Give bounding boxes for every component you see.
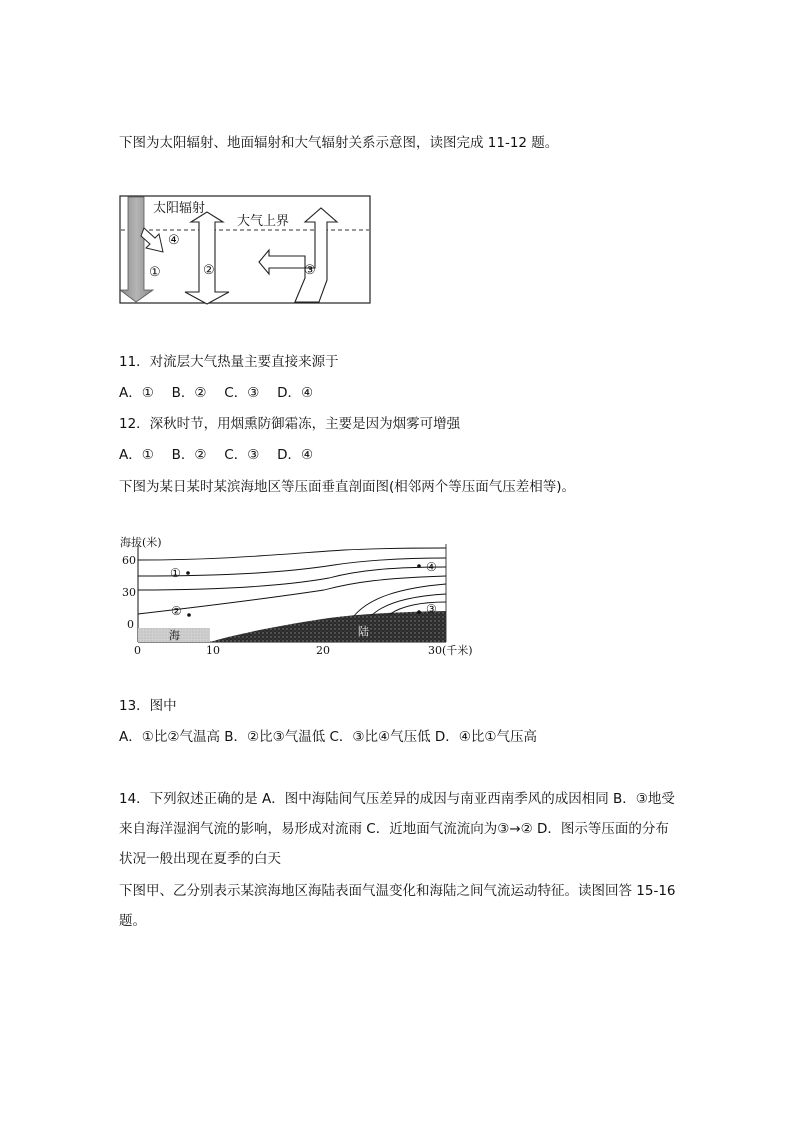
mark-3: ③ [304,263,316,278]
isobar-2 [138,558,446,576]
land-label: 陆 [358,625,369,638]
x-tick-10: 10 [206,644,220,657]
x-tick-0: 0 [134,644,141,657]
intro-text-2: 下图为某日某时某滨海地区等压面垂直剖面图(相邻两个等压面气压差相等)。 [119,479,576,495]
point-3-label: ③ [426,602,437,616]
q13-options: A．①比②气温高 B．②比③气温低 C．③比④气压低 D．④比①气压高 [119,729,538,745]
y-axis-label: 海拔(米) [120,536,162,549]
y-tick-60: 60 [122,554,136,567]
point-4-dot [417,564,421,568]
intro-text-1: 下图为太阳辐射、地面辐射和大气辐射关系示意图，读图完成 11-12 题。 [119,135,559,151]
y-tick-0: 0 [127,618,134,631]
point-2-label: ② [171,604,182,618]
q11-stem: 11．对流层大气热量主要直接来源于 [119,354,339,370]
q13-stem: 13．图中 [119,698,177,714]
point-2-dot [187,613,191,617]
isobar-1 [138,548,446,560]
sea-label: 海 [169,629,180,642]
point-3-dot [417,610,421,614]
q11-options: A．① B．② C．③ D．④ [119,385,314,401]
q12-options: A．① B．② C．③ D．④ [119,447,314,463]
x-tick-20: 20 [316,644,330,657]
q12-stem: 12．深秋时节，用烟熏防御霜冻，主要是因为烟雾可增强 [119,416,461,432]
land-area [210,611,446,642]
solar-radiation-label: 太阳辐射 [153,201,206,216]
q14-text: 14．下列叙述正确的是 A．图中海陆间气压差异的成因与南亚西南季风的成因相同 B．③地受来自海洋湿润气流的影响，易形成对流雨 C．近地面气流流向为③→② D．图示等压面的分布状况一般出现在夏季的白天 [119,791,675,867]
point-1-dot [186,571,190,575]
isobar-4 [138,576,446,614]
isobar-profile-chart [114,532,484,658]
mark-4: ④ [168,233,180,248]
intro-text-3: 下图甲、乙分别表示某滨海地区海陆表面气温变化和海陆之间气流运动特征。读图回答 15-16 题。 [119,883,676,929]
y-tick-30: 30 [122,586,136,599]
mark-1: ① [149,265,161,280]
point-1-label: ① [170,566,181,580]
x-tick-30: 30(千米) [428,644,473,657]
point-4-label: ④ [426,560,437,574]
mark-2: ② [203,263,215,278]
radiation-diagram [119,194,373,306]
atmosphere-top-label: 大气上界 [237,214,290,229]
